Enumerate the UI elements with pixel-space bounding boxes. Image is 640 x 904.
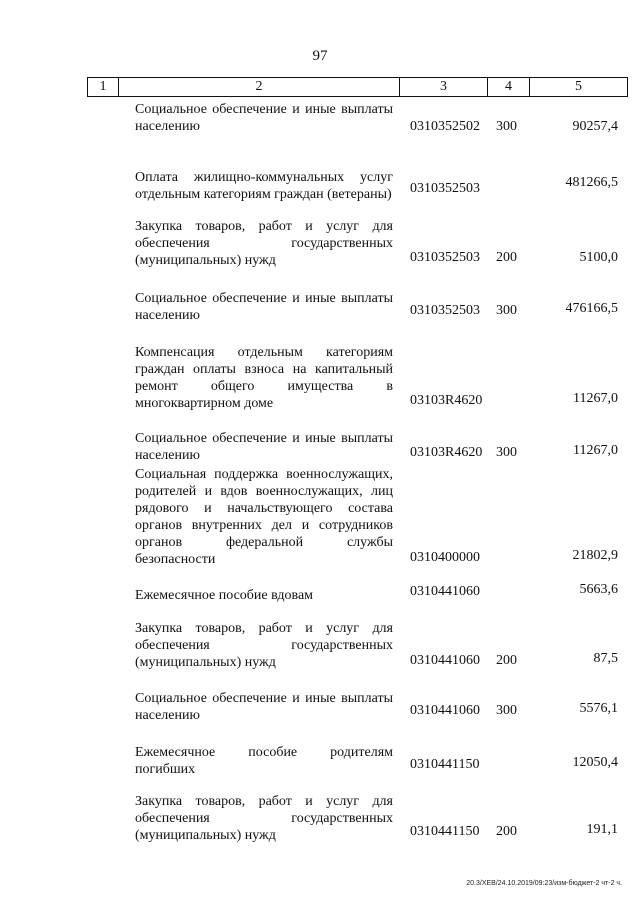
row-name: Социальное обеспечение и иные выплаты населению bbox=[135, 431, 393, 463]
row-vr: 300 bbox=[496, 445, 517, 460]
row-code: 0310352503 bbox=[410, 181, 480, 196]
table-row bbox=[0, 80, 640, 135]
table-row bbox=[0, 467, 640, 568]
row-vr: 200 bbox=[496, 250, 517, 265]
table-row bbox=[0, 686, 640, 724]
row-sum: 5663,6 bbox=[579, 582, 618, 597]
header-col-5: 5 bbox=[575, 79, 582, 94]
row-vr: 300 bbox=[496, 303, 517, 318]
row-vr: 300 bbox=[496, 703, 517, 718]
table-row bbox=[0, 210, 640, 269]
row-code: 0310352502 bbox=[410, 119, 480, 134]
row-code: 0310441150 bbox=[410, 824, 480, 839]
table-row bbox=[0, 582, 640, 604]
row-name: Социальное обеспечение и иные выплаты населению bbox=[135, 691, 393, 723]
table-row bbox=[0, 340, 640, 412]
row-sum: 191,1 bbox=[586, 822, 618, 837]
table-row bbox=[0, 140, 640, 203]
table-row bbox=[0, 618, 640, 671]
row-name: Закупка товаров, работ и услуг для обеспечения государственных (муниципальных) нужд bbox=[135, 219, 393, 268]
row-vr: 200 bbox=[496, 824, 517, 839]
row-code: 03103R4620 bbox=[410, 445, 483, 460]
row-code: 03103R4620 bbox=[410, 393, 483, 408]
header-col-3: 3 bbox=[400, 78, 488, 96]
row-vr: 200 bbox=[496, 653, 517, 668]
row-sum: 481266,5 bbox=[565, 175, 618, 190]
row-sum: 476166,5 bbox=[565, 301, 618, 316]
row-name: Ежемесячное пособие вдовам bbox=[135, 588, 314, 603]
page-number: 97 bbox=[312, 48, 328, 64]
row-code: 0310352503 bbox=[410, 303, 480, 318]
row-sum: 5576,1 bbox=[579, 701, 618, 716]
row-code: 0310441060 bbox=[410, 703, 480, 718]
row-name: Компенсация отдельным категориям граждан оплаты взноса на капитальный ремонт общего имущества в многоквартирном доме bbox=[135, 345, 393, 411]
header-col-2: 2 bbox=[119, 78, 400, 96]
row-sum: 90257,4 bbox=[572, 119, 618, 134]
row-sum: 87,5 bbox=[593, 651, 618, 666]
row-name: Ежемесячное пособие родителям погибших bbox=[135, 745, 393, 777]
row-name: Закупка товаров, работ и услуг для обеспечения государственных (муниципальных) нужд bbox=[135, 621, 393, 670]
row-sum: 5100,0 bbox=[579, 250, 618, 265]
row-name: Социальная поддержка военнослужащих, родителей и вдов военнослужащих, лиц рядового и начальствующего состава органов внутренних дел и сотрудников органов федеральной службы безопасности bbox=[135, 467, 393, 567]
row-code: 0310441150 bbox=[410, 757, 480, 772]
row-sum: 12050,4 bbox=[572, 755, 618, 770]
row-code: 0310441060 bbox=[410, 584, 480, 599]
row-name: Социальное обеспечение и иные выплаты населению bbox=[135, 291, 393, 323]
table-row bbox=[0, 284, 640, 324]
header-col-4: 4 bbox=[488, 78, 530, 96]
row-sum: 11267,0 bbox=[573, 443, 618, 458]
row-code: 0310400000 bbox=[410, 550, 480, 565]
row-name: Социальное обеспечение и иные выплаты населению bbox=[135, 102, 393, 134]
row-sum: 11267,0 bbox=[573, 391, 618, 406]
table-row bbox=[0, 790, 640, 844]
footer-stamp: 20.3/ХЕВ/24.10.2019/09:23/изм-бюджет-2 чт-2 ч. bbox=[466, 880, 622, 887]
row-code: 0310352503 bbox=[410, 250, 480, 265]
table-row bbox=[0, 424, 640, 464]
table-row bbox=[0, 740, 640, 778]
header-col-1: 1 bbox=[88, 78, 119, 96]
row-vr: 300 bbox=[496, 119, 517, 134]
row-code: 0310441060 bbox=[410, 653, 480, 668]
row-name: Оплата жилищно-коммунальных услуг отдельным категориям граждан (ветераны) bbox=[135, 170, 393, 202]
row-sum: 21802,9 bbox=[572, 548, 618, 563]
row-name: Закупка товаров, работ и услуг для обеспечения государственных (муниципальных) нужд bbox=[135, 794, 393, 843]
